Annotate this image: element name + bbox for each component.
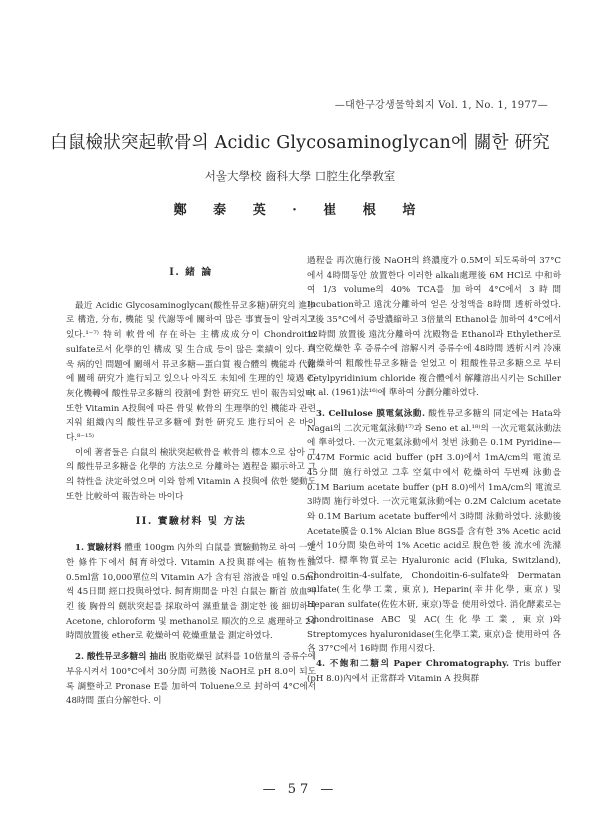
authors: 鄭 泰 英 · 崔 根 培 <box>173 203 427 218</box>
methods-paragraph-4 <box>307 657 561 686</box>
electrophoresis-text: 酸性뮤코多糖의 同定에는 Hata와 Nagai의 二次元電氣泳動¹⁷⁾과 Seno et al.¹⁸⁾의 一次元電氣泳動法에 準하였다. 一次元電氣泳動에서 첫번 泳動은 0.1M Pyridine—0.47M Formic acid buffer (pH 3.0)에서 1mA/cm의 電流로 45分間 施行하였고 그후 空氣中에서 乾燥하여 두번째 泳動을 0.1M Barium acetate buffer (pH 8.0)에서 1mA/cm의 電流로 3時間 施行하였다. 一次元電氣泳動에는 0.2M Calcium acetate와 0.1M Barium acetate buffer에서 3時間 泳動하였다. 泳動後 Acetate膜을 0.1% Alcian Blue 8GS를 含有한 3% Acetic acid에서 10分間 染色하여 1% Acetic acid로 脫色한 後 流水에 洗滌하였다. 標準物質로는 Hyaluronic acid (Fluka, Switzland), Chondroitin-4-sulfate, Chondoitin-6-sulfate와 Dermatan sulfate(生化學工業, 東京), Heparin(幸井化學, 東京) 및 Heparan sulfate(佐佐木研, 東京)等을 使用하였다. 消化酵素로는 Chondroitinase ABC 및 AC(生化學工業, 東京)와 Streptomyces hyaluronidase(生化學工業, 東京)을 使用하여 各各 37°C에서 16時間 作用시켰다. <box>307 409 562 655</box>
affiliation: 서울大學校 齒科大學 口腔生化學敎室 <box>204 169 396 183</box>
methods-paragraph-2 <box>66 650 316 709</box>
methods-paragraph-3 <box>307 407 561 657</box>
intro-paragraph-2: 이에 著者들은 白鼠의 檢狀突起軟骨을 軟骨의 標本으로 삼아 그의 酸性뮤코多糖을 化學的 方法으로 分離하는 過程을 顯示하고 그의 特性을 決定하였으며 이와 함께 Vitamin A 投與에 依한 變動도 또한 比較하여 報告하는 바이다 <box>66 447 316 502</box>
methods-paragraph-1 <box>66 541 316 644</box>
section-heading-methods: II. 實驗材料 및 方法 <box>135 515 247 527</box>
chromatography-text: Tris buffer (pH 8.0)內에서 正常群과 Vitamin A 投與群 <box>307 658 561 684</box>
subheading-materials: 1. 實驗材料 <box>75 543 122 554</box>
subheading-extraction: 2. 酸性뮤코多糖의 抽出 <box>75 652 167 663</box>
subheading-chromatography: 4. 不飽和二糖의 Paper Chromatography. <box>316 658 509 669</box>
extraction-continued: 過程을 再次施行後 NaOH의 終濃度가 0.5M이 되도록하여 37°C에서 4時間동안 放置한다 이러한 alkali處理後 6M HCl로 中和하여 1/3 volume의 40% TCA를 加하여 4°C에서 3時間 Incubation하고 遠沈分離하여 얻은 상청액을 8時間 透析하였다. 그後 35°C에서 증발濃縮하고 3倍量의 Ethanol을 加하여 4°C에서 12時間 放置後 遠沈分離하여 沈殿物을 Ethanol과 Ethylether로 真空乾燥한 후 증류수에 溶解시켜 증류수에 48時間 透析시켜 冷凍乾燥하여 粗酸性뮤코多糖을 얻었고 이 粗酸性뮤코多糖으로 부터 Cetylpyridinium chloride 複合體에서 解離溶出시키는 Schiller et al. (1961)法¹⁶⁾에 準하여 分劃分離하였다. <box>307 256 561 399</box>
right-column <box>307 254 561 686</box>
extraction-text: 脫脂乾燥된 試料를 10倍量의 증류수에 부유시켜서 100°C에서 30分間 可熱後 NaOH로 pH 8.0이 되도록 調整하고 Pronase E를 加하여 Toluene으로 封하여 4°C에서 48時間 蛋白分解한다. 이 <box>66 652 316 707</box>
page-number: — 57 — <box>262 782 338 797</box>
left-column <box>66 262 316 709</box>
running-header: —대한구강생물학회지 Vol. 1, No. 1, 1977— <box>334 100 548 111</box>
subheading-electrophoresis: 3. Cellulose 膜電氣泳動. <box>316 409 425 420</box>
intro-paragraph-1: 最近 Acidic Glycosaminoglycan(酸性뮤코多糖)硏究의 進步로 構造, 分布, 機能 및 代謝等에 關하여 많은 事實들이 알려지고 있다.¹⁻⁷⁾ 特히 軟骨에 存在하는 主構成成分이 Chondroitin sulfate로서 化學的인 構成 및 生合成 등이 많은 業績이 있다. 더욱 病的인 問題에 關해서 뮤코多糖—蛋白質 複合體의 機能과 代謝에 關해 硏究가 進行되고 있으나 아직도 未知에 生理的인 境遇 石灰化機轉에 酸性뮤코多糖의 役割에 對한 硏究도 빈이 報告되었다. 또한 Vitamin A投與에 따른 骨및 軟骨의 生理學的인 機能과 관련지워 組織內의 酸性뮤코多糖에 對한 硏究도 進行되어 온 바이다.⁸⁻¹⁵⁾ <box>66 300 316 444</box>
section-heading-introduction: I. 緒 論 <box>169 267 213 278</box>
paper-title: 白鼠檢狀突起軟骨의 Acidic Glycosaminoglycan에 關한 硏究 <box>50 133 550 153</box>
materials-text: 體重 100gm 內外의 白鼠를 實驗動物로 하여 一定한 條件下에서 飼育하였다. Vitamin A投與群에는 植物性油 0.5ml當 10,000單位의 Vitamin A가 含有된 溶液을 매일 0.5ml씩 45日間 經口投與하였다. 飼育期間을 마친 白鼠는 斷首 放血시킨 後 胸骨의 劍狀突起를 採取하여 濕重量을 測定한 後 細切하여 Acetone, chloroform 및 methanol로 順次的으로 處理하고 24時間放置後 ether로 乾燥하여 乾燥重量을 測定하였다. <box>66 543 317 642</box>
